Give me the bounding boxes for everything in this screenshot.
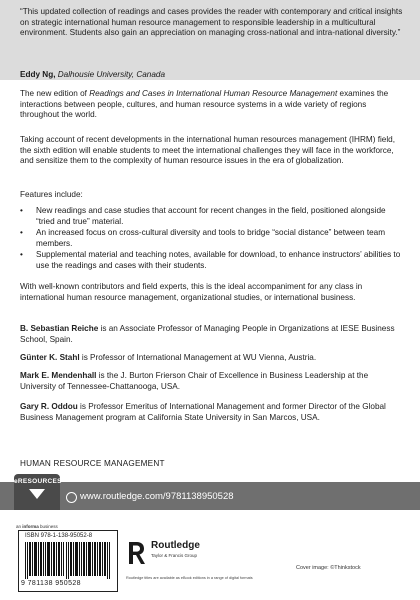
- informa-prefix: an: [16, 524, 23, 529]
- routledge-logo-icon: [126, 540, 148, 566]
- feature-item: • New readings and case studies that account for recent changes in the field, positioned alongside “tried and true” material.: [20, 206, 406, 227]
- description-paragraph: Taking account of recent developments in the international human resources management (IHRM) field, the sixth edition will enable students to meet the international challenges they will face in the workforce, and sensitize them to the complexity of human resource issues in the era of globalization.: [20, 135, 396, 166]
- features-list: [20, 206, 406, 273]
- isbn-number: ISBN 978-1-138-95052-8: [25, 533, 93, 539]
- author-bio: [20, 371, 406, 392]
- endorsement-box: [0, 0, 420, 80]
- eresources-label: eRESOURCES: [14, 478, 62, 485]
- feature-item: • An increased focus on cross-cultural diversity and tools to bridge “social distance” between team members.: [20, 228, 406, 249]
- informa-business-tag: [16, 524, 58, 529]
- author-bio: [20, 402, 406, 423]
- endorser-name: Eddy Ng,: [20, 70, 56, 79]
- author-name: Günter K. Stahl: [20, 353, 80, 362]
- feature-item: • Supplemental material and teaching notes, available for download, to enhance instructors’ abilities to use the readings and cases with their students.: [20, 250, 406, 271]
- barcode-panel: [18, 530, 118, 592]
- author-name: B. Sebastian Reiche: [20, 324, 99, 333]
- author-description: is the J. Burton Frierson Chair of Excellence in Business Leadership at the University of Tennessee-Chattanooga, USA.: [20, 371, 369, 391]
- author-description: is an Associate Professor of Managing People in Organizations at IESE Business School, Spain.: [20, 324, 395, 344]
- features-heading: Features include:: [20, 190, 83, 199]
- author-description: is Professor Emeritus of International Management and former Director of the Global Business Management program at California State University in San Marcos, USA.: [20, 402, 386, 422]
- endorsement-quote: “This updated collection of readings and cases provides the reader with contemporary and critical insights on strategic international human resource management to responsible leadership in a multicultural environment. Students also gain an appreciation on managing cross-national and intra-national diversity.”: [20, 7, 403, 38]
- ebook-availability-note: Routledge titles are available as eBook editions in a range of digital formats: [126, 576, 253, 580]
- globe-icon: [66, 492, 77, 503]
- cover-image-credit: Cover image: ©Thinkstock: [296, 565, 361, 571]
- intro-lead: The new edition of: [20, 89, 90, 98]
- author-bio: [20, 324, 406, 345]
- book-title: Readings and Cases in International Human Resource Management: [89, 89, 338, 98]
- endorser-affiliation: Dalhousie University, Canada: [57, 70, 166, 79]
- author-bio: [20, 353, 406, 364]
- publisher-name: Routledge: [151, 540, 200, 551]
- publisher-group: Taylor & Francis Group: [151, 553, 198, 558]
- endorsement-attribution: [20, 70, 165, 80]
- closing-paragraph: With well-known contributors and field experts, this is the ideal accompaniment for any class in international human resource management, organizational studies, or international business.: [20, 282, 363, 302]
- informa-brand: informa: [22, 524, 39, 529]
- barcode-digits: 9 781138 950528: [21, 580, 81, 587]
- download-arrow-icon: [29, 489, 45, 499]
- informa-suffix: business: [38, 524, 58, 529]
- author-description: is Professor of International Management at WU Vienna, Austria.: [79, 353, 317, 362]
- author-name: Gary R. Oddou: [20, 402, 78, 411]
- subject-category: HUMAN RESOURCE MANAGEMENT: [20, 459, 165, 468]
- eresources-badge: [14, 474, 60, 510]
- eresources-url[interactable]: www.routledge.com/9781138950528: [80, 491, 234, 502]
- intro-rest: examines the interactions between people, cultures, and human resource systems in a wide variety of regions throughout the world.: [20, 89, 389, 120]
- barcode-image: [25, 542, 111, 579]
- intro-paragraph: [20, 89, 406, 121]
- author-name: Mark E. Mendenhall: [20, 371, 97, 380]
